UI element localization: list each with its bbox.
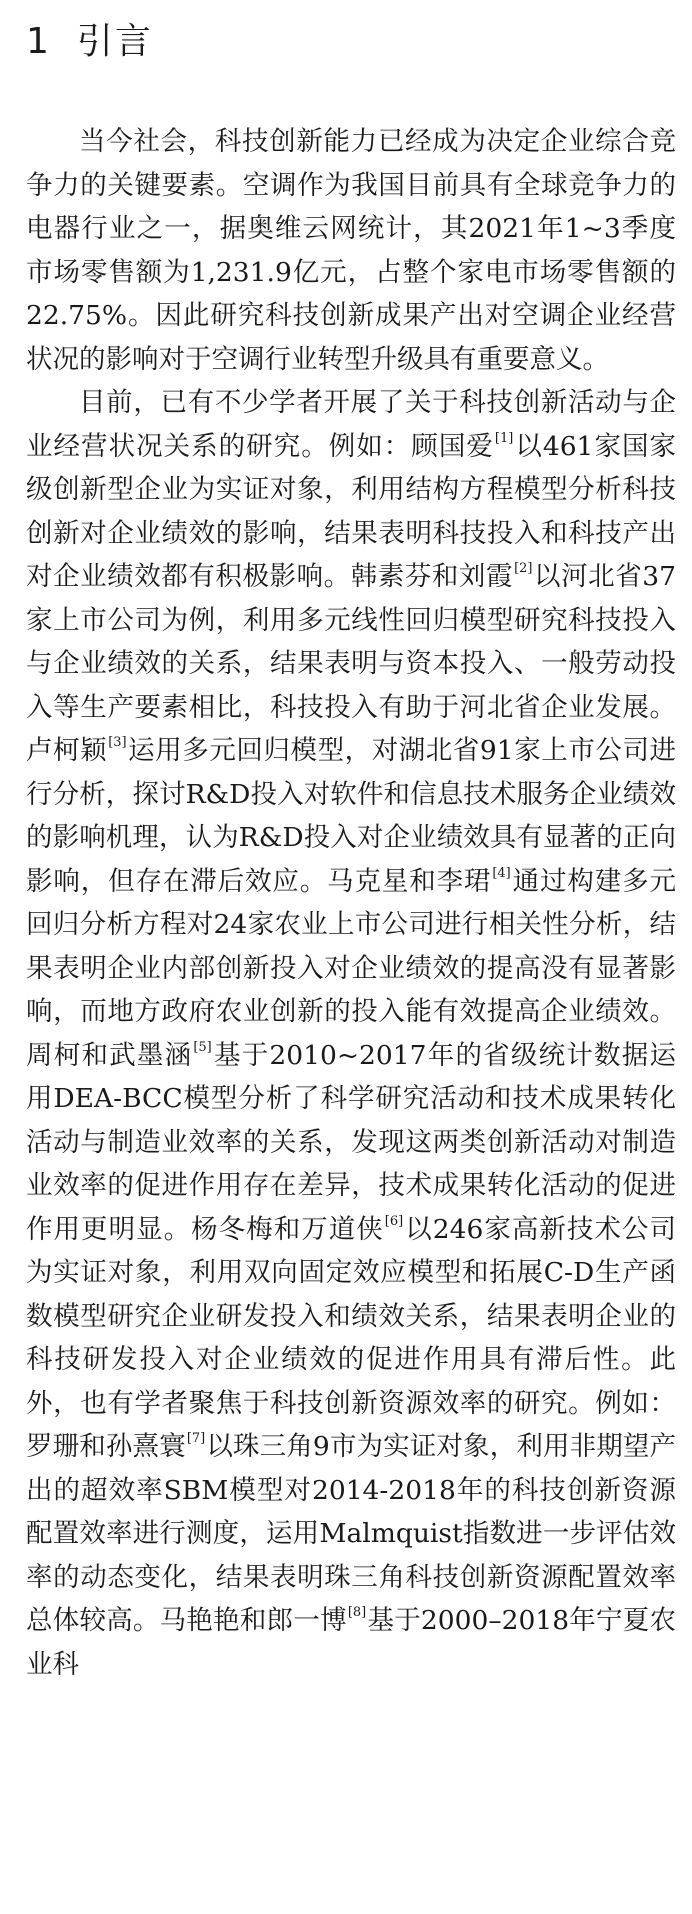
citation-ref: [3]: [108, 735, 127, 750]
citation-ref: [4]: [492, 865, 511, 881]
paragraph-text: 以珠三角9市为实证对象，利用非期望产出的超效率SBM模型对2014-2018年的科技创新资源配置效率进行测度，运用Malmquist指数进一步评估效率的动态变化，结果表明珠三角科技创新资源配置效率总体较高。马艳艳和郎一博: [26, 1431, 676, 1636]
citation-ref: [1]: [494, 430, 514, 446]
paragraph-text: 基于2010~2017年的省级统计数据运用DEA-BCC模型分析了科学研究活动和技术成果转化活动与制造业效率的关系，发现这两类创新活动对制造业效率的促进作用存在差异，技术成果转化活动的促进作用更明显。杨冬梅和万道侠: [26, 1039, 676, 1245]
citation-ref: [6]: [384, 1213, 404, 1229]
body-text: [26, 120, 676, 1686]
paragraph-text: 以河北省37家上市公司为例，利用多元线性回归模型研究科技投入与企业绩效的关系，结果表明与资本投入、一般劳动投入等生产要素相比，科技投入有助于河北省企业发展。卢柯颖: [26, 561, 676, 766]
citation-ref: [2]: [514, 561, 533, 576]
section-heading: [26, 18, 676, 66]
citation-ref: [5]: [193, 1039, 212, 1055]
section-number: 1: [26, 21, 51, 62]
paragraph-text: 以246家高新技术公司为实证对象，利用双向固定效应模型和拓展C-D生产函数模型研究企业研发投入和绩效关系，结果表明企业的科技研发投入对企业绩效的促进作用具有滞后性。此外，也有学者聚焦于科技创新资源效率的研究。例如：罗珊和孙熹寰: [26, 1213, 676, 1462]
paragraph-text: 目前，已有不少学者开展了关于科技创新活动与企业经营状况关系的研究。例如：顾国爱: [26, 387, 676, 462]
citation-ref: [7]: [186, 1431, 206, 1446]
paragraph-text: 通过构建多元回归分析方程对24家农业上市公司进行相关性分析，结果表明企业内部创新投入对企业绩效的提高没有显著影响，而地方政府农业创新的投入能有效提高企业绩效。周柯和武墨涵: [26, 865, 677, 1071]
paragraph-text: 以461家国家级创新型企业为实证对象，利用结构方程模型分析科技创新对企业绩效的影响，结果表明科技投入和科技产出对企业绩效都有积极影响。韩素芬和刘霞: [26, 430, 676, 592]
paragraph-text: 当今社会，科技创新能力已经成为决定企业综合竞争力的关键要素。空调作为我国目前具有全球竞争力的电器行业之一，据奥维云网统计，其2021年1~3季度市场零售额为1,231.9亿元，占整个家电市场零售额的22.75%。因此研究科技创新成果产出对空调企业经营状况的影响对于空调行业转型升级具有重要意义。: [26, 126, 676, 375]
paragraph: [26, 381, 676, 1686]
citation-ref: [8]: [347, 1605, 367, 1620]
paragraph-text: 运用多元回归模型，对湖北省91家上市公司进行分析，探讨R&D投入对软件和信息技术服务企业绩效的影响机理，认为R&D投入对企业绩效具有显著的正向影响，但存在滞后效应。马克星和李珺: [26, 735, 676, 897]
paragraph-text: 基于2000–2018年宁夏农业科: [26, 1605, 677, 1680]
section-title: 引言: [76, 21, 153, 62]
paragraph: [26, 120, 676, 381]
